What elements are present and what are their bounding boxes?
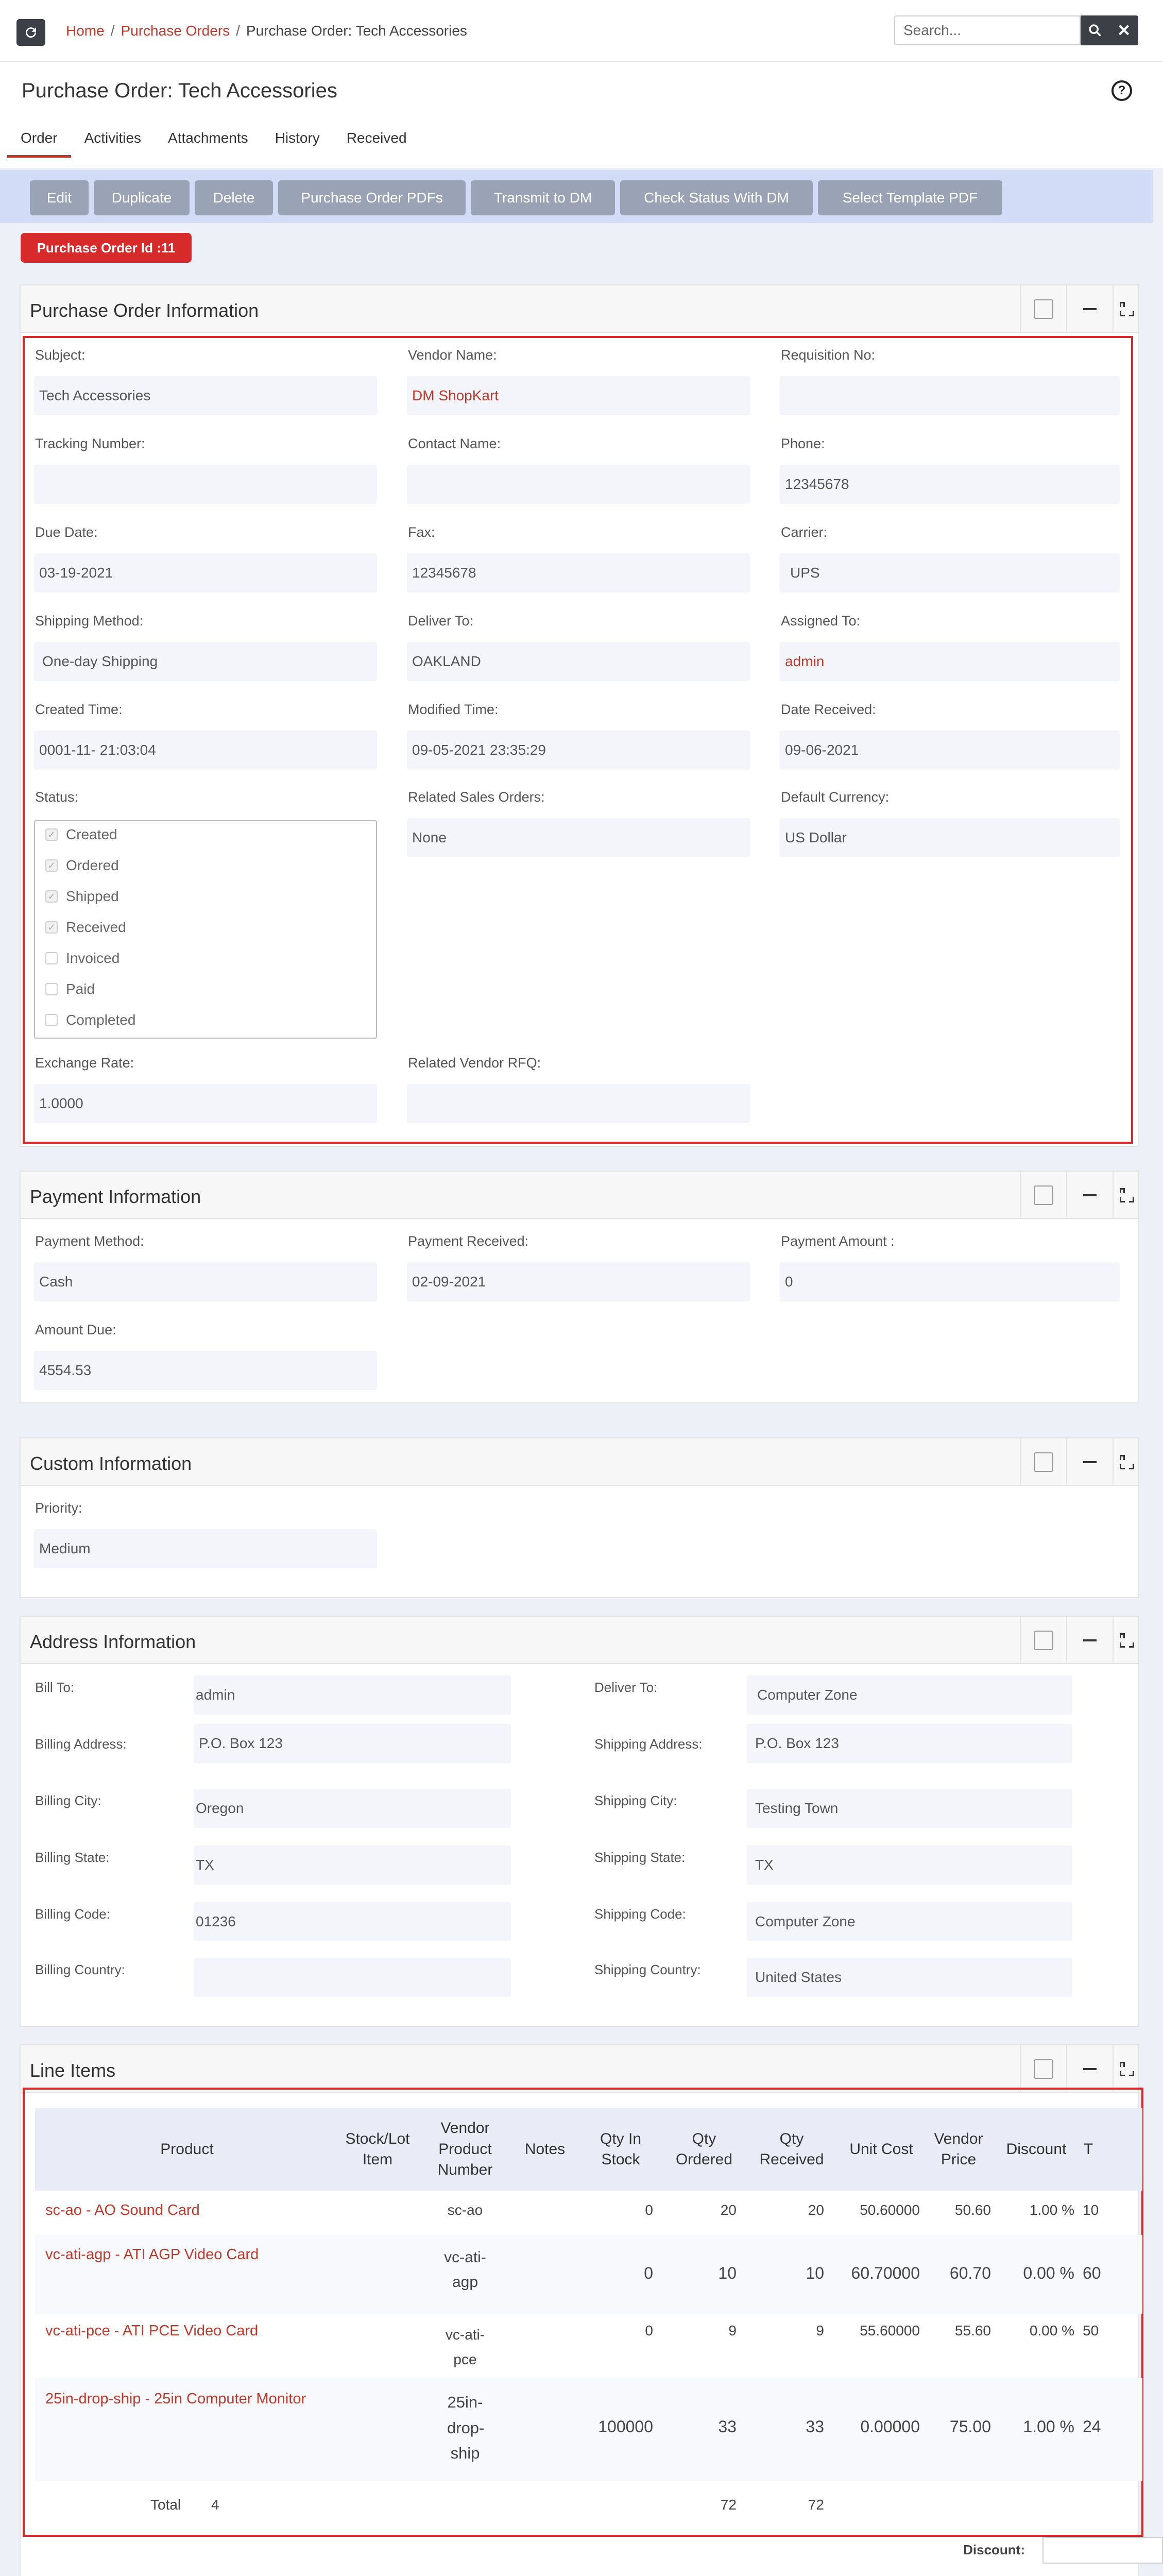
product-link[interactable]: sc-ao - AO Sound Card [45,2202,200,2218]
refresh-button[interactable] [16,19,45,46]
related-vendor-rfq-value [407,1084,750,1123]
breadcrumb-separator: / [110,23,115,39]
field-label: Tracking Number: [35,436,145,451]
expand-icon [1120,1455,1134,1469]
panel-header [21,285,1138,333]
breadcrumb-current: Purchase Order: Tech Accessories [246,23,467,39]
field-label: Billing Country: [35,1962,125,1977]
top-bar [0,0,1163,62]
duplicate-button[interactable]: Duplicate [94,180,190,215]
assigned-to-link[interactable]: admin [780,642,1120,681]
vendor-product-number: sc-ao [447,2202,483,2218]
search-input[interactable]: Search... [894,15,1081,45]
billing-state-value: TX [194,1845,511,1885]
billing-city-value: Oregon [194,1789,511,1828]
deliver-to-value: Computer Zone [747,1675,1072,1715]
breadcrumb-home[interactable]: Home [66,23,105,39]
field-label: Billing City: [35,1793,101,1808]
vendor-name-link[interactable]: DM ShopKart [407,376,750,415]
discount: 1.00 % [1023,2417,1074,2436]
status-label: Paid [66,981,95,997]
deliver-to-value: OAKLAND [407,642,750,681]
qty-received: 20 [808,2202,824,2218]
expand-icon [1120,1633,1134,1648]
tab-history[interactable]: History [275,130,320,146]
status-label: Invoiced [66,950,120,966]
checkbox-icon [1034,2059,1053,2079]
column-header: Qty In Stock [600,2130,642,2168]
total-received: 72 [808,2497,824,2513]
refresh-icon [23,25,39,40]
table-total-row [35,2481,1142,2527]
status-checkbox[interactable] [45,857,119,874]
field-label: Created Time: [35,702,123,717]
field-label: Exchange Rate: [35,1055,134,1071]
checkbox-icon [1034,1452,1053,1472]
expand-panel-button[interactable] [1113,1617,1140,1664]
field-label: Deliver To: [408,613,474,629]
expand-panel-button[interactable] [1113,285,1140,333]
shipping-country-value: United States [747,1958,1072,1997]
vendor-price: 50.60 [954,2202,991,2218]
panel-title: Address Information [30,1631,196,1652]
page-title: Purchase Order: Tech Accessories [22,79,337,102]
qty-in-stock: 0 [645,2323,653,2338]
panel-header [21,2045,1138,2093]
panel-title: Payment Information [30,1186,201,1207]
field-label: Requisition No: [781,347,876,363]
line-total: 10 [1083,2202,1099,2218]
status-checklist [34,820,377,1039]
expand-panel-button[interactable] [1113,1438,1140,1486]
checkbox-icon [45,983,58,995]
status-checkbox[interactable] [45,888,119,905]
minimize-panel-button[interactable] [1066,285,1113,333]
carrier-value: UPS [780,553,1120,592]
field-label: Shipping Code: [594,1906,686,1922]
field-label: Carrier: [781,524,828,540]
created-time-value: 0001-11- 21:03:04 [34,731,377,770]
table-header [35,2108,1142,2191]
status-checkbox[interactable] [45,1012,135,1028]
vendor-product-number: vc-ati-pce [445,2327,485,2367]
tab-received[interactable]: Received [346,130,407,146]
vendor-product-number: vc-ati-agp [444,2249,486,2291]
field-label: Billing Code: [35,1906,110,1922]
panel-header [21,1617,1138,1664]
panel-title: Line Items [30,2060,116,2081]
table-row [35,2235,1142,2314]
column-header: Notes [524,2140,566,2158]
checkbox-icon [1034,1631,1053,1650]
amount-due-value: 4554.53 [34,1351,377,1390]
total-ordered: 72 [720,2497,737,2513]
column-header: Vendor Product Number [437,2120,493,2179]
column-header: Unit Cost [849,2140,913,2158]
minimize-panel-button[interactable] [1066,1617,1113,1664]
field-label: Fax: [408,524,435,540]
product-link[interactable]: vc-ati-agp - ATI AGP Video Card [45,2246,259,2263]
shipping-code-value: Computer Zone [747,1902,1072,1941]
column-header: Product [160,2140,214,2158]
product-link[interactable]: 25in-drop-ship - 25in Computer Monitor [45,2391,306,2407]
vendor-price: 75.00 [949,2417,991,2436]
discount-label: Discount: [963,2542,1025,2557]
panel-header [21,1438,1138,1486]
table-row [35,2314,1142,2378]
billing-address-value: P.O. Box 123 [194,1724,511,1763]
tab-attachments[interactable]: Attachments [168,130,248,146]
select-template-pdf-button[interactable]: Select Template PDF [818,180,1002,215]
status-label: Created [66,826,117,842]
qty-received: 10 [806,2264,824,2282]
field-label: Related Sales Orders: [408,789,545,805]
search-icon [1088,23,1102,38]
checkbox-icon [45,1014,58,1026]
select-panel-checkbox[interactable] [1020,1438,1066,1486]
unit-cost: 0.00000 [860,2417,920,2436]
column-header: Qty Received [759,2130,824,2168]
shipping-method-value: One-day Shipping [34,642,377,681]
unit-cost: 50.60000 [860,2202,920,2218]
qty-in-stock: 0 [644,2264,653,2282]
panel-title: Custom Information [30,1453,192,1474]
status-label: Completed [66,1012,136,1028]
status-label: Received [66,919,126,935]
payment-received-value: 02-09-2021 [407,1262,750,1301]
field-label: Deliver To: [594,1680,658,1695]
billing-code-value: 01236 [194,1902,511,1941]
field-label: Vendor Name: [408,347,497,363]
field-label: Payment Amount : [781,1233,895,1249]
panel-header [21,1172,1138,1219]
field-label: Modified Time: [408,702,499,717]
status-label: Shipped [66,888,119,904]
minus-icon [1083,2068,1097,2070]
field-label: Amount Due: [35,1322,116,1337]
checkbox-checked-icon: ✓ [45,921,58,934]
vendor-product-number: 25in-drop-ship [447,2393,485,2463]
column-header: Qty Ordered [675,2130,733,2168]
field-label: Status: [35,789,79,805]
shipping-state-value: TX [747,1845,1072,1885]
vendor-price: 55.60 [954,2323,991,2338]
status-label: Ordered [66,857,119,873]
field-label: Payment Method: [35,1233,144,1249]
help-icon[interactable]: ? [1111,80,1132,101]
qty-in-stock: 0 [645,2202,653,2218]
minus-icon [1083,1194,1097,1196]
vendor-price: 60.70 [949,2264,991,2282]
field-label: Bill To: [35,1680,75,1695]
discount-field[interactable] [1042,2537,1163,2564]
field-label: Default Currency: [781,789,890,805]
edit-button[interactable]: Edit [30,180,89,215]
status-checkbox[interactable] [45,826,117,843]
subject-value: Tech Accessories [34,376,377,415]
shipping-city-value: Testing Town [747,1789,1072,1828]
table-row [35,2191,1142,2235]
expand-icon [1120,302,1134,316]
column-header: Discount [1006,2140,1067,2158]
exchange-rate-value: 1.0000 [34,1084,377,1123]
expand-icon [1120,2062,1134,2076]
field-label: Billing Address: [35,1736,127,1752]
phone-value: 12345678 [780,465,1120,504]
tab-order[interactable]: Order [7,123,71,158]
total-label: Total [150,2497,181,2513]
breadcrumb-separator: / [236,23,240,39]
modified-time-value: 09-05-2021 23:35:29 [407,731,750,770]
qty-received: 33 [806,2417,824,2436]
discount: 0.00 % [1029,2323,1074,2338]
payment-amount-value: 0 [780,1262,1120,1301]
discount: 0.00 % [1023,2264,1074,2282]
qty-received: 9 [816,2323,824,2338]
status-checkbox[interactable] [45,981,95,997]
requisition-value [780,376,1120,415]
total-count: 4 [211,2497,219,2513]
payment-method-value: Cash [34,1262,377,1301]
tab-bar [7,123,420,158]
column-header: Stock/Lot Item [345,2130,410,2168]
search-button[interactable] [1081,15,1109,45]
field-label: Shipping Method: [35,613,144,629]
related-sales-orders-value: None [407,818,750,857]
minimize-panel-button[interactable] [1066,2045,1113,2093]
shipping-address-value: P.O. Box 123 [747,1724,1072,1763]
priority-value: Medium [34,1529,377,1568]
field-label: Due Date: [35,524,98,540]
checkbox-icon [1034,1185,1053,1205]
tracking-number-value [34,465,377,504]
minimize-panel-button[interactable] [1066,1172,1113,1219]
fax-value: 12345678 [407,553,750,592]
panel-title: Purchase Order Information [30,300,259,321]
bill-to-value: admin [194,1675,511,1715]
field-label: Billing State: [35,1850,110,1865]
field-label: Shipping Address: [594,1736,703,1752]
expand-panel-button[interactable] [1113,2045,1140,2093]
field-label: Shipping State: [594,1850,686,1865]
field-label: Shipping Country: [594,1962,701,1977]
field-label: Priority: [35,1500,82,1516]
unit-cost: 60.70000 [851,2264,920,2282]
field-label: Shipping City: [594,1793,677,1808]
expand-panel-button[interactable] [1113,1172,1140,1219]
qty-ordered: 10 [718,2264,737,2282]
checkbox-icon [45,952,58,964]
action-toolbar [0,170,1153,223]
checkbox-icon [1034,299,1053,319]
close-icon: ✕ [1117,21,1131,40]
transmit-to-dm-button[interactable]: Transmit to DM [471,180,615,215]
status-checkbox[interactable] [45,950,119,967]
column-header: T [1083,2140,1093,2158]
check-status-with-dm-button[interactable]: Check Status With DM [620,180,813,215]
checkbox-checked-icon: ✓ [45,828,58,841]
billing-country-value [194,1958,511,1997]
qty-ordered: 9 [728,2323,737,2338]
minus-icon [1083,1461,1097,1463]
breadcrumb [66,23,467,39]
clear-search-button[interactable] [1109,15,1138,45]
line-total: 24 [1083,2417,1101,2436]
due-date-value: 03-19-2021 [34,553,377,592]
contact-name-value [407,465,750,504]
checkbox-checked-icon: ✓ [45,890,58,903]
select-panel-checkbox[interactable] [1020,285,1066,333]
field-label: Phone: [781,436,825,451]
tab-activities[interactable]: Activities [84,130,142,146]
field-label: Payment Received: [408,1233,529,1249]
minus-icon [1083,1639,1097,1641]
qty-in-stock: 100000 [598,2417,653,2436]
line-total: 60 [1083,2264,1101,2282]
product-link[interactable]: vc-ati-pce - ATI PCE Video Card [45,2323,259,2339]
checkbox-checked-icon: ✓ [45,859,58,872]
qty-ordered: 33 [718,2417,737,2436]
delete-button[interactable]: Delete [195,180,273,215]
column-header: Vendor Price [934,2130,983,2168]
date-received-value: 09-06-2021 [780,731,1120,770]
expand-icon [1120,1188,1134,1202]
minus-icon [1083,308,1097,310]
select-panel-checkbox[interactable] [1020,1172,1066,1219]
field-label: Related Vendor RFQ: [408,1055,541,1071]
minimize-panel-button[interactable] [1066,1438,1113,1486]
unit-cost: 55.60000 [860,2323,920,2338]
default-currency-value: US Dollar [780,818,1120,857]
select-panel-checkbox[interactable] [1020,1617,1066,1664]
field-label: Assigned To: [781,613,861,629]
field-label: Date Received: [781,702,876,717]
purchase-order-id-badge: Purchase Order Id :11 [21,233,192,263]
custom-information-panel [20,1437,1139,1598]
breadcrumb-purchase-orders[interactable]: Purchase Orders [121,23,230,39]
field-label: Subject: [35,347,85,363]
discount: 1.00 % [1029,2202,1074,2218]
select-panel-checkbox[interactable] [1020,2045,1066,2093]
status-checkbox[interactable] [45,919,126,936]
field-label: Contact Name: [408,436,501,451]
qty-ordered: 20 [720,2202,737,2218]
line-total: 50 [1083,2323,1099,2338]
table-row [35,2378,1142,2481]
purchase-order-pdfs-button[interactable]: Purchase Order PDFs [278,180,466,215]
